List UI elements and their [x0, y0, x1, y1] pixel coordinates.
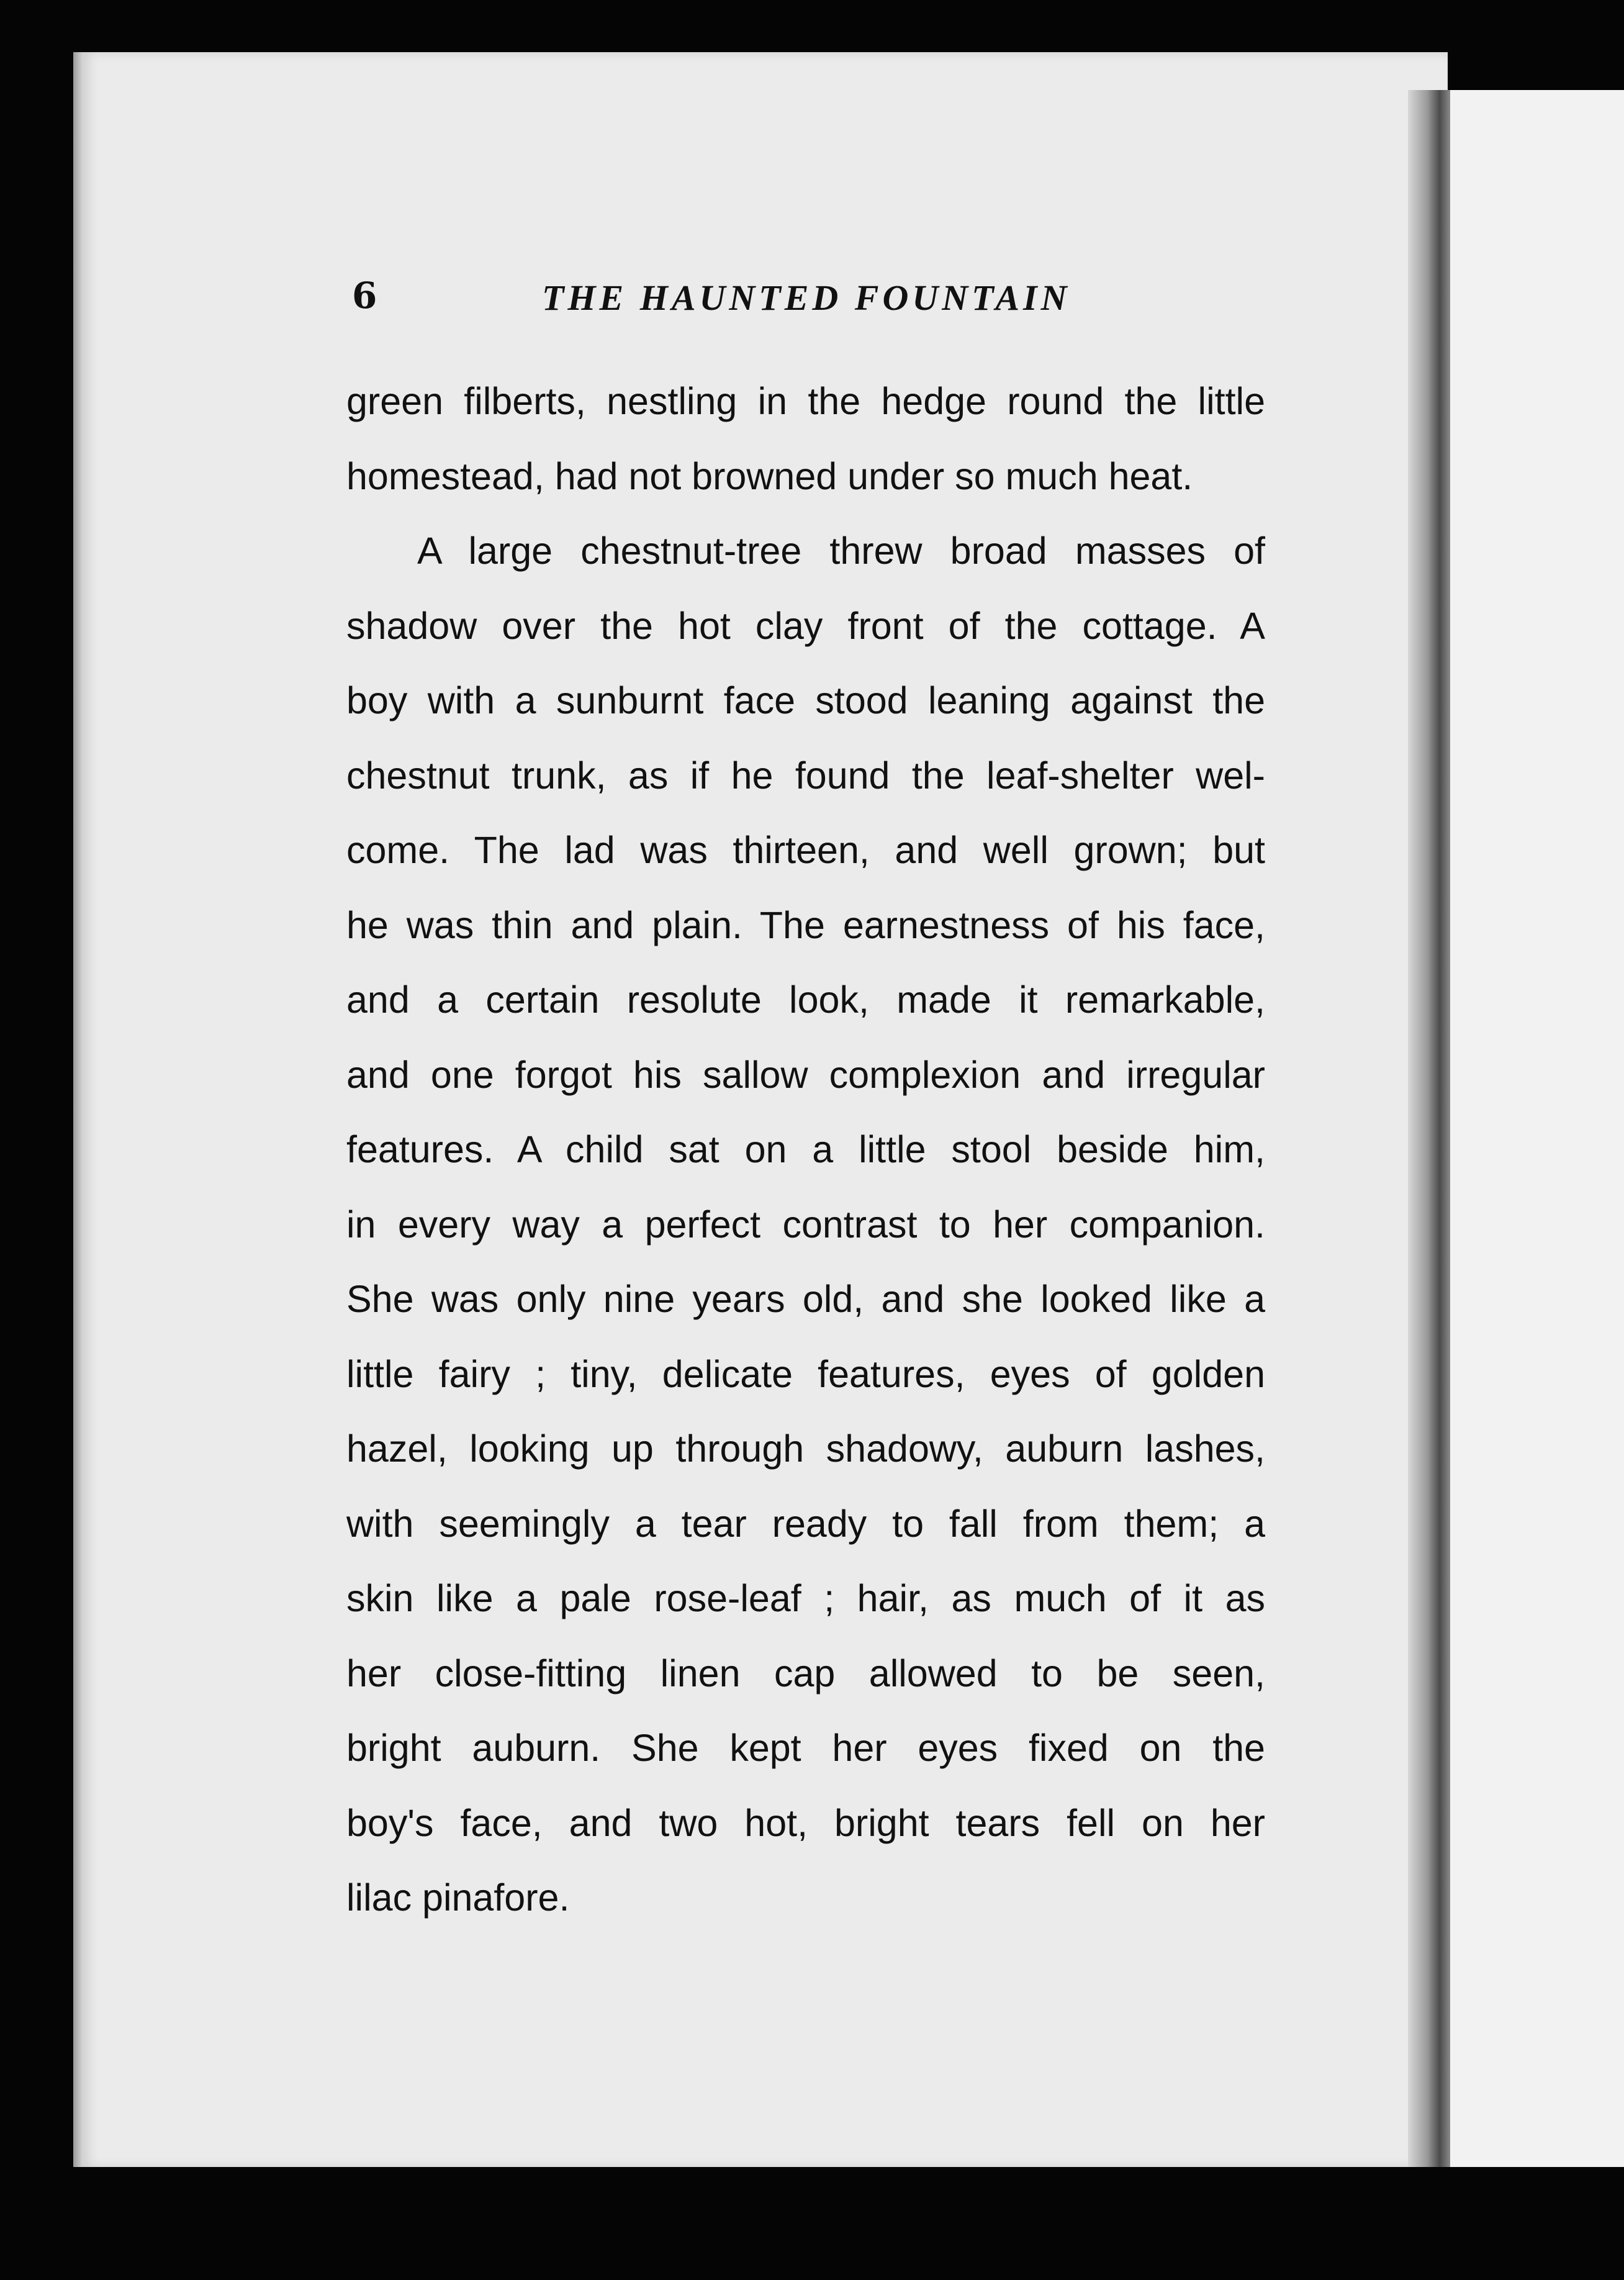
text-line: her close-fitting linen cap allowed to be seen, — [346, 1652, 1265, 1694]
text-line: skin like a pale rose-leaf ; hair, as much of it as — [346, 1577, 1265, 1619]
running-head — [352, 274, 1283, 330]
text-line: he was thin and plain. The earnestness of his face, — [346, 903, 1265, 946]
text-line: She was only nine years old, and she looked like a — [346, 1278, 1265, 1320]
text-line: shadow over the hot clay front of the cottage. A — [346, 604, 1265, 647]
text-line: A large chestnut-tree threw broad masses of — [417, 530, 1265, 572]
page-number: 6 — [352, 274, 377, 317]
facing-page-edge — [1450, 90, 1624, 2167]
text-line: lilac pinafore. — [346, 1876, 570, 1919]
text-line: and a certain resolute look, made it remarkable, — [346, 979, 1265, 1021]
text-line: homestead, had not browned under so much heat. — [346, 455, 1193, 497]
text-line: chestnut trunk, as if he found the leaf-shelter wel- — [346, 754, 1265, 797]
text-line: hazel, looking up through shadowy, auburn lashes, — [346, 1427, 1265, 1470]
text-line: boy's face, and two hot, bright tears fell on her — [346, 1801, 1265, 1844]
text-line: bright auburn. She kept her eyes fixed on the — [346, 1727, 1265, 1769]
book-title: THE HAUNTED FOUNTAIN — [542, 278, 1071, 318]
text-line: with seemingly a tear ready to fall from them; a — [346, 1502, 1265, 1545]
body-text — [346, 364, 1265, 1935]
text-line: little fairy ; tiny, delicate features, eyes of golden — [346, 1352, 1265, 1395]
text-line: and one forgot his sallow complexion and irregular — [346, 1053, 1265, 1096]
text-line: come. The lad was thirteen, and well grown; but — [346, 829, 1265, 871]
text-line: boy with a sunburnt face stood leaning against the — [346, 679, 1265, 722]
text-line: features. A child sat on a little stool beside him, — [346, 1128, 1265, 1170]
text-line: in every way a perfect contrast to her companion. — [346, 1203, 1265, 1246]
text-line: green filberts, nestling in the hedge round the little — [346, 380, 1265, 422]
book-gutter — [1408, 90, 1450, 2167]
